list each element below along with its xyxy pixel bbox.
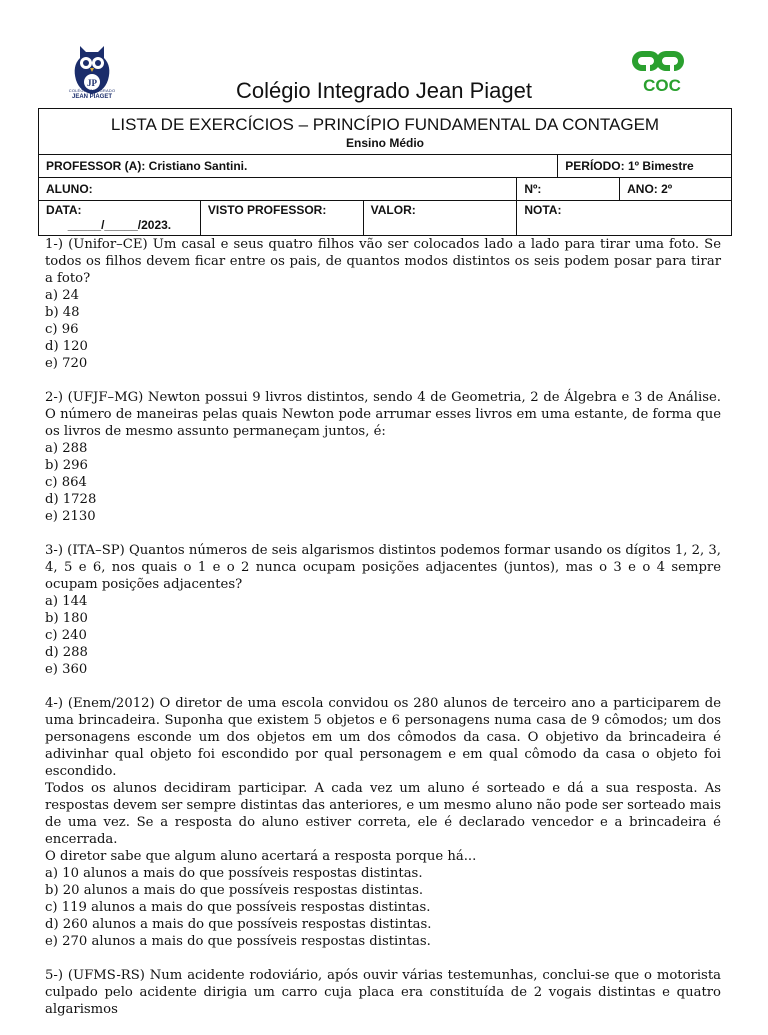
worksheet-subtitle: Ensino Médio [346,135,424,150]
question-4-option-a: a) 10 alunos a mais do que possíveis respostas distintas. [45,866,423,881]
aluno-field[interactable]: ALUNO: [39,178,517,201]
numero-field[interactable]: Nº: [517,178,620,201]
data-field[interactable] [39,201,201,236]
valor-field[interactable]: VALOR: [363,201,517,236]
question-1-option-d: d) 120 [45,339,88,354]
question-3-option-c: c) 240 [45,628,87,643]
title-cell [39,109,732,155]
question-2-option-d: d) 1728 [45,492,97,507]
question-1-option-b: b) 48 [45,305,80,320]
worksheet-title: LISTA DE EXERCÍCIOS – PRINCÍPIO FUNDAMENTAL DA CONTAGEM [110,114,660,134]
question-3 [45,542,721,678]
questions-list [45,236,721,1035]
crest-caption-name: JEAN PIAGET [71,94,112,100]
question-1 [45,236,721,372]
question-1-option-e: e) 720 [45,356,88,371]
school-name: Colégio Integrado Jean Piaget [236,78,532,103]
periodo-cell: PERÍODO: 1º Bimestre [558,155,732,178]
crest-caption-small: COLÉGIO INTEGRADO [68,88,116,93]
ano-cell: ANO: 2º [620,178,732,201]
question-3-option-a: a) 144 [45,594,88,609]
question-5-stem: 5-) (UFMS-RS) Num acidente rodoviário, após ouvir várias testemunhas, conclui-se que o motorista culpado pelo acidente dirigia um carro cuja placa era constituída de 2 vogais distintas e quatro algarismos [45,968,721,1017]
question-4-option-b: b) 20 alunos a mais do que possíveis respostas distintas. [45,883,424,898]
data-label: DATA: [46,203,82,217]
svg-text:COC: COC [643,76,681,95]
question-5 [45,967,721,1018]
question-2-option-a: a) 288 [45,441,88,456]
question-1-option-a: a) 24 [45,288,79,303]
professor-cell: PROFESSOR (A): Cristiano Santini. [39,155,558,178]
question-4 [45,695,721,950]
question-3-option-e: e) 360 [45,662,88,677]
data-value: _____/_____/2023. [67,218,172,232]
question-4-prompt: O diretor sabe que algum aluno acertará a resposta porque há... [45,849,477,864]
question-4-stem: 4-) (Enem/2012) O diretor de uma escola convidou os 280 alunos de terceiro ano a participarem de uma brincadeira. Suponha que existem 5 objetos e 6 personagens numa casa de 9 cômodos; um dos personagens esconde um dos objetos em um dos cômodos da casa. O objetivo da brincadeira é adivinhar qual objeto foi escondido por qual personagem e em qual cômodo da casa o objeto foi escondido. [45,696,721,779]
nota-field[interactable]: NOTA: [517,201,732,236]
question-4-option-e: e) 270 alunos a mais do que possíveis respostas distintas. [45,934,431,949]
question-1-stem: 1-) (Unifor–CE) Um casal e seus quatro filhos vão ser colocados lado a lado para tirar uma foto. Se todos os filhos devem ficar entre os pais, de quantos modos distintos os seis podem posar para tirar a foto? [45,237,721,286]
header-info-table [38,108,732,236]
question-2-option-b: b) 296 [45,458,88,473]
question-3-option-b: b) 180 [45,611,88,626]
question-4-option-c: c) 119 alunos a mais do que possíveis respostas distintas. [45,900,431,915]
question-2-option-c: c) 864 [45,475,87,490]
svg-text:JP: JP [87,78,97,88]
question-2-stem: 2-) (UFJF–MG) Newton possui 9 livros distintos, sendo 4 de Geometria, 2 de Álgebra e 3 de Análise. O número de maneiras pelas quais Newton pode arrumar esses livros em uma estante, de forma que os livros de mesmo assunto permaneçam juntos, é: [45,390,721,439]
question-2-option-e: e) 2130 [45,509,96,524]
visto-professor-field[interactable]: VISTO PROFESSOR: [200,201,363,236]
question-2 [45,389,721,525]
question-1-option-c: c) 96 [45,322,79,337]
question-3-option-d: d) 288 [45,645,88,660]
question-3-stem: 3-) (ITA–SP) Quantos números de seis algarismos distintos podemos formar usando os dígitos 1, 2, 3, 4, 5 e 6, nos quais o 1 e o 2 nunca ocupam posições adjacentes (juntos), mas o 3 e o 4 sempre ocupam posições adjacentes? [45,543,721,592]
question-4-rules: Todos os alunos decidiram participar. A cada vez um aluno é sorteado e dá a sua resposta. As respostas devem ser sempre distintas das anteriores, e um mesmo aluno não pode ser sorteado mais de uma vez. Se a resposta do aluno estiver correta, ele é declarado vencedor e a brincadeira é encerrada. [45,781,721,847]
question-4-option-d: d) 260 alunos a mais do que possíveis respostas distintas. [45,917,432,932]
